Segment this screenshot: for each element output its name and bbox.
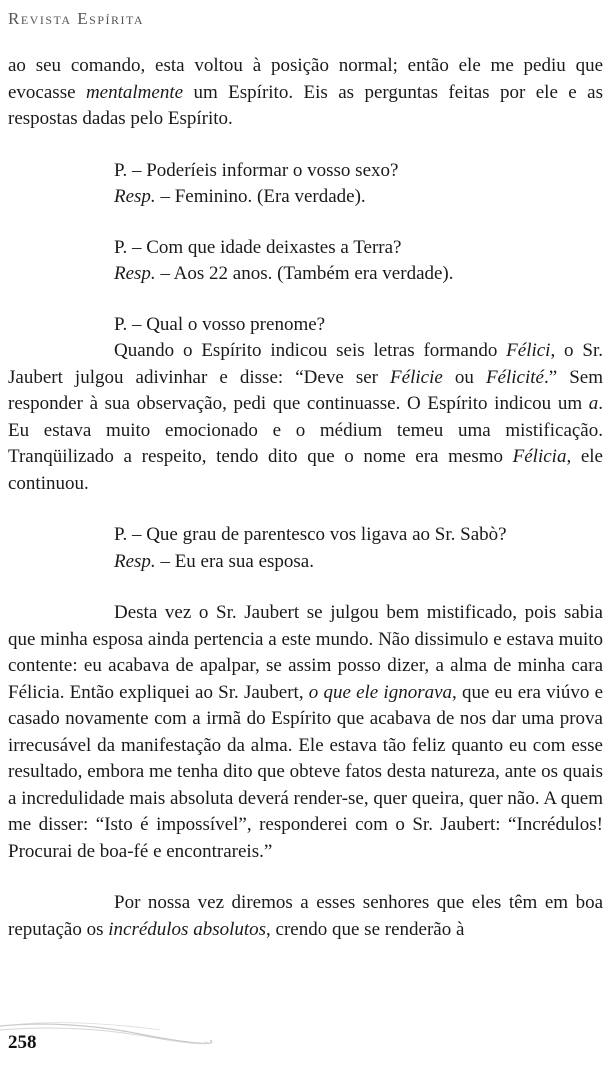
question-sex: P. – Poderíeis informar o vosso sexo? [114,159,399,181]
resp-label: Resp. [114,550,156,572]
answer-text: – Feminino. (Era verdade). [155,186,366,207]
qa-block-name [114,312,603,339]
text-span: . Eu estava muito emocionado e o médium temeu uma mistificação. Tranqüilizado a respeito, tendo dito que o nome era mesmo [8,393,603,467]
emphasis-incredulos-absolutos: incrédulos absolutos [108,918,267,940]
emphasis-a: a [588,393,599,414]
emphasis-o-que-ele-ignorava: o que ele ignorava [308,681,453,703]
text-span: .” Sem responder à sua observação, pedi que continuasse. O Espírito indicou um [8,366,603,414]
resp-label: Resp. [114,263,156,284]
emphasis-felicite: Félicité [485,366,544,388]
page-body [8,53,603,943]
text-span: , crendo que se renderão à [266,918,465,940]
page-footer [0,1020,611,1065]
emphasis-felicia: Félicia [512,446,567,467]
question-name: P. – Qual o vosso prenome? [114,313,326,335]
text-span: , ele continuou. [8,446,603,494]
decorative-swoosh-icon [0,1020,260,1065]
answer-kinship [114,549,603,576]
text-span: Quando o Espírito indicou seis letras formando [114,340,507,361]
running-header: Revista Espírita [8,9,145,28]
answer-text: – Eu era sua esposa. [155,550,314,572]
qa-block-kinship [114,522,603,575]
text-span: Desta vez o Sr. Jaubert se julgou bem mistificado, pois sabia que minha esposa ainda pertencia a este mundo. Não dissimulo e estava muito contente: eu acabava de apalpar, se assim posso dizer, a alma de minha cara Félicia. Então expliquei ao Sr. Jaubert, [8,602,603,703]
page-number: 258 [8,1032,37,1053]
emphasis-mentalmente: mentalmente [85,81,184,103]
resp-label: Resp. [114,186,156,207]
answer-sex [114,184,603,211]
qa-block-age [114,235,603,288]
text-span: ao seu comando, esta voltou à posição normal; então ele me pediu que evocasse [8,55,603,103]
emphasis-felicie: Félicie [390,366,443,388]
paragraph-name-narrative [8,338,603,497]
qa-block-sex [114,158,603,211]
text-span: , o Sr. Jaubert julgou adivinhar e disse: “Deve ser [8,340,603,388]
paragraph-intro [8,53,603,133]
answer-age [114,261,603,288]
question-kinship: P. – Que grau de parentesco vos ligava ao Sr. Sabò? [114,524,507,545]
emphasis-felici: Félici [506,340,551,361]
question-age: P. – Com que idade deixastes a Terra? [114,236,402,258]
text-span: ou [442,366,486,388]
paragraph-conclusion [8,890,603,943]
text-span: , que eu era viúvo e casado novamente com a irmã do Espírito que acabava de nos dar uma prova irrecusável da manifestação da alma. Ele estava tão feliz quanto eu com esse resultado, embora me tenha dito que obteve fatos desta natureza, ante os quais a incredulidade mais absoluta deverá render-se, quer queira, quer não. A quem me disser: “Isto é impossível”, responderei com o Sr. Jaubert: “Incrédulos! Procurai de boa-fé e encontrareis.” [8,681,604,862]
paragraph-mystified [8,600,603,865]
text-span: Por nossa vez diremos a esses senhores que eles têm em boa reputação os [8,892,603,940]
text-span: um Espírito. Eis as perguntas feitas por ele e as respostas dadas pelo Espírito. [8,81,603,129]
answer-text: – Aos 22 anos. (Também era verdade). [155,263,454,284]
